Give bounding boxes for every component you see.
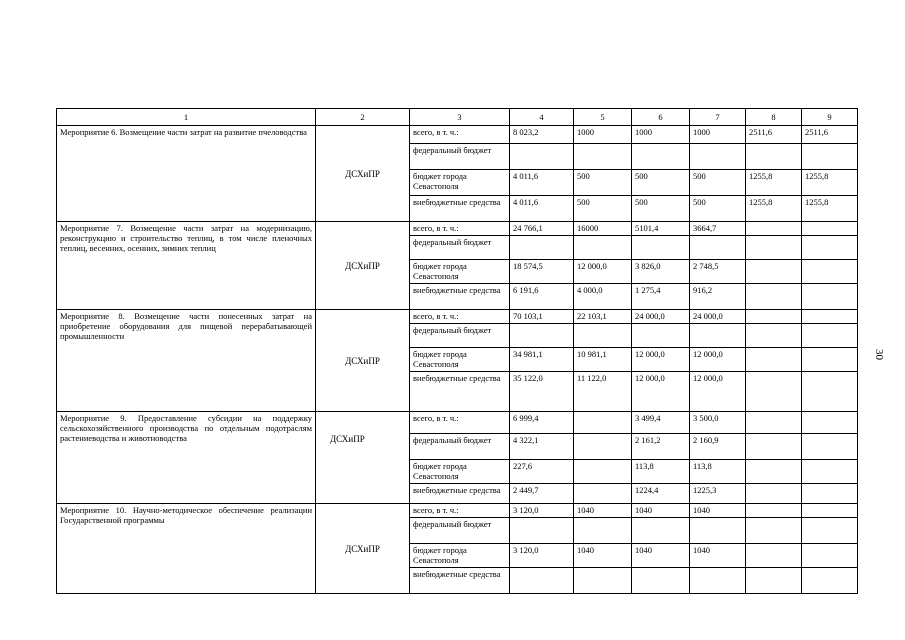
amount-cell <box>746 568 802 594</box>
funding-source-label: бюджет города Севастополя <box>410 460 510 484</box>
amount-cell: 22 103,1 <box>574 310 632 324</box>
amount-cell <box>510 236 574 260</box>
amount-cell: 1000 <box>574 126 632 144</box>
table-row <box>57 126 858 144</box>
amount-cell: 12 000,0 <box>574 260 632 284</box>
amount-cell <box>690 236 746 260</box>
amount-cell: 1224,4 <box>632 484 690 504</box>
funding-source-label: федеральный бюджет <box>410 236 510 260</box>
amount-cell: 1255,8 <box>802 196 858 222</box>
column-number: 7 <box>690 109 746 126</box>
program-activities-table <box>56 108 858 594</box>
amount-cell <box>746 324 802 348</box>
amount-cell: 12 000,0 <box>632 372 690 412</box>
amount-cell <box>802 348 858 372</box>
amount-cell <box>802 518 858 544</box>
amount-cell: 3 120,0 <box>510 504 574 518</box>
amount-cell: 113,8 <box>632 460 690 484</box>
amount-cell <box>690 144 746 170</box>
amount-cell <box>746 412 802 434</box>
amount-cell: 35 122,0 <box>510 372 574 412</box>
funding-source-label: внебюджетные средства <box>410 196 510 222</box>
funding-source-label: бюджет города Севастополя <box>410 348 510 372</box>
amount-cell <box>746 260 802 284</box>
column-number: 2 <box>316 109 410 126</box>
amount-cell <box>746 222 802 236</box>
amount-cell: 4 011,6 <box>510 170 574 196</box>
amount-cell <box>510 324 574 348</box>
amount-cell: 70 103,1 <box>510 310 574 324</box>
funding-source-label: всего, в т. ч.: <box>410 412 510 434</box>
amount-cell <box>802 460 858 484</box>
table-row <box>57 222 858 236</box>
amount-cell <box>574 460 632 484</box>
funding-source-label: всего, в т. ч.: <box>410 504 510 518</box>
amount-cell <box>632 518 690 544</box>
amount-cell: 2 160,9 <box>690 434 746 460</box>
funding-source-label: бюджет города Севастополя <box>410 544 510 568</box>
funding-source-label: федеральный бюджет <box>410 144 510 170</box>
amount-cell: 1255,8 <box>746 170 802 196</box>
amount-cell <box>802 434 858 460</box>
amount-cell: 1255,8 <box>802 170 858 196</box>
amount-cell <box>746 236 802 260</box>
amount-cell: 500 <box>574 170 632 196</box>
amount-cell <box>632 236 690 260</box>
funding-source-label: внебюджетные средства <box>410 484 510 504</box>
amount-cell: 8 023,2 <box>510 126 574 144</box>
funding-source-label: внебюджетные средства <box>410 372 510 412</box>
amount-cell <box>510 568 574 594</box>
activity-title: Мероприятие 9. Предоставление субсидии на поддержку сельскохозяйственного производства по отдельным подотраслям растениеводства и животноводства <box>57 412 316 504</box>
amount-cell: 6 999,4 <box>510 412 574 434</box>
amount-cell <box>746 310 802 324</box>
column-number: 8 <box>746 109 802 126</box>
amount-cell <box>802 568 858 594</box>
amount-cell <box>746 544 802 568</box>
amount-cell <box>746 518 802 544</box>
funding-source-label: бюджет города Севастополя <box>410 260 510 284</box>
amount-cell: 4 322,1 <box>510 434 574 460</box>
amount-cell <box>802 284 858 310</box>
amount-cell: 500 <box>632 196 690 222</box>
amount-cell: 24 000,0 <box>632 310 690 324</box>
amount-cell <box>574 324 632 348</box>
amount-cell <box>510 144 574 170</box>
amount-cell: 12 000,0 <box>690 348 746 372</box>
executor: ДСХиПР <box>316 310 410 412</box>
amount-cell <box>632 324 690 348</box>
amount-cell <box>746 144 802 170</box>
amount-cell: 3 826,0 <box>632 260 690 284</box>
funding-source-label: внебюджетные средства <box>410 568 510 594</box>
amount-cell: 2 449,7 <box>510 484 574 504</box>
activity-title: Мероприятие 10. Научно-методическое обеспечение реализации Государственной программы <box>57 504 316 594</box>
funding-source-label: бюджет города Севастополя <box>410 170 510 196</box>
amount-cell <box>746 460 802 484</box>
amount-cell: 916,2 <box>690 284 746 310</box>
amount-cell: 4 011,6 <box>510 196 574 222</box>
amount-cell <box>802 544 858 568</box>
column-number-row <box>57 109 858 126</box>
amount-cell: 227,6 <box>510 460 574 484</box>
amount-cell: 1225,3 <box>690 484 746 504</box>
amount-cell: 3 499,4 <box>632 412 690 434</box>
amount-cell <box>510 518 574 544</box>
amount-cell: 12 000,0 <box>690 372 746 412</box>
amount-cell: 500 <box>574 196 632 222</box>
amount-cell: 2 748,5 <box>690 260 746 284</box>
executor: ДСХиПР <box>316 222 410 310</box>
amount-cell <box>802 310 858 324</box>
column-number: 3 <box>410 109 510 126</box>
amount-cell <box>632 144 690 170</box>
amount-cell: 1040 <box>690 504 746 518</box>
amount-cell: 34 981,1 <box>510 348 574 372</box>
page-number: 30 <box>873 349 885 360</box>
amount-cell: 1040 <box>574 544 632 568</box>
column-number: 9 <box>802 109 858 126</box>
amount-cell: 1040 <box>690 544 746 568</box>
amount-cell: 500 <box>690 170 746 196</box>
amount-cell <box>574 144 632 170</box>
amount-cell: 1 275,4 <box>632 284 690 310</box>
amount-cell <box>802 222 858 236</box>
amount-cell <box>802 324 858 348</box>
amount-cell <box>802 260 858 284</box>
amount-cell: 500 <box>690 196 746 222</box>
amount-cell: 4 000,0 <box>574 284 632 310</box>
column-number: 4 <box>510 109 574 126</box>
amount-cell <box>574 236 632 260</box>
amount-cell <box>690 324 746 348</box>
amount-cell: 1000 <box>690 126 746 144</box>
funding-source-label: всего, в т. ч.: <box>410 126 510 144</box>
table-row <box>57 310 858 324</box>
amount-cell: 113,8 <box>690 460 746 484</box>
column-number: 6 <box>632 109 690 126</box>
amount-cell <box>574 568 632 594</box>
amount-cell <box>746 372 802 412</box>
activity-title: Мероприятие 7. Возмещение части затрат на модернизацию, реконструкцию и строительство теплиц, в том числе пленочных теплиц, весенних, осенних, зимних теплиц <box>57 222 316 310</box>
amount-cell: 2 161,2 <box>632 434 690 460</box>
funding-source-label: федеральный бюджет <box>410 518 510 544</box>
amount-cell: 2511,6 <box>802 126 858 144</box>
activity-title: Мероприятие 6. Возмещение части затрат на развитие пчеловодства <box>57 126 316 222</box>
funding-source-label: всего, в т. ч.: <box>410 310 510 324</box>
amount-cell: 24 766,1 <box>510 222 574 236</box>
amount-cell: 2511,6 <box>746 126 802 144</box>
amount-cell <box>746 348 802 372</box>
amount-cell: 1000 <box>632 126 690 144</box>
amount-cell: 1255,8 <box>746 196 802 222</box>
table-body <box>57 109 858 594</box>
amount-cell <box>574 484 632 504</box>
activity-title: Мероприятие 8. Возмещение части понесенных затрат на приобретение оборудования для пищевой перерабатывающей промышленности <box>57 310 316 412</box>
amount-cell: 18 574,5 <box>510 260 574 284</box>
amount-cell: 500 <box>632 170 690 196</box>
amount-cell: 16000 <box>574 222 632 236</box>
funding-source-label: федеральный бюджет <box>410 324 510 348</box>
amount-cell <box>574 412 632 434</box>
amount-cell <box>574 518 632 544</box>
amount-cell: 1040 <box>632 544 690 568</box>
amount-cell <box>746 484 802 504</box>
amount-cell <box>802 236 858 260</box>
amount-cell <box>802 372 858 412</box>
table-row <box>57 412 858 434</box>
amount-cell: 3 500,0 <box>690 412 746 434</box>
column-number: 5 <box>574 109 632 126</box>
table-row <box>57 504 858 518</box>
executor: ДСХиПР <box>316 126 410 222</box>
funding-source-label: всего, в т. ч.: <box>410 222 510 236</box>
amount-cell: 5101,4 <box>632 222 690 236</box>
amount-cell: 3664,7 <box>690 222 746 236</box>
amount-cell <box>746 434 802 460</box>
amount-cell: 10 981,1 <box>574 348 632 372</box>
amount-cell: 6 191,6 <box>510 284 574 310</box>
amount-cell: 1040 <box>574 504 632 518</box>
amount-cell: 24 000,0 <box>690 310 746 324</box>
amount-cell <box>690 518 746 544</box>
amount-cell: 1040 <box>632 504 690 518</box>
amount-cell <box>802 504 858 518</box>
amount-cell <box>746 284 802 310</box>
amount-cell: 3 120,0 <box>510 544 574 568</box>
amount-cell <box>690 568 746 594</box>
amount-cell <box>574 434 632 460</box>
executor: ДСХиПР <box>316 504 410 594</box>
executor: ДСХиПР <box>316 412 410 504</box>
amount-cell <box>802 144 858 170</box>
amount-cell <box>632 568 690 594</box>
amount-cell <box>802 484 858 504</box>
amount-cell <box>746 504 802 518</box>
amount-cell: 11 122,0 <box>574 372 632 412</box>
column-number: 1 <box>57 109 316 126</box>
funding-source-label: внебюджетные средства <box>410 284 510 310</box>
amount-cell: 12 000,0 <box>632 348 690 372</box>
amount-cell <box>802 412 858 434</box>
funding-source-label: федеральный бюджет <box>410 434 510 460</box>
